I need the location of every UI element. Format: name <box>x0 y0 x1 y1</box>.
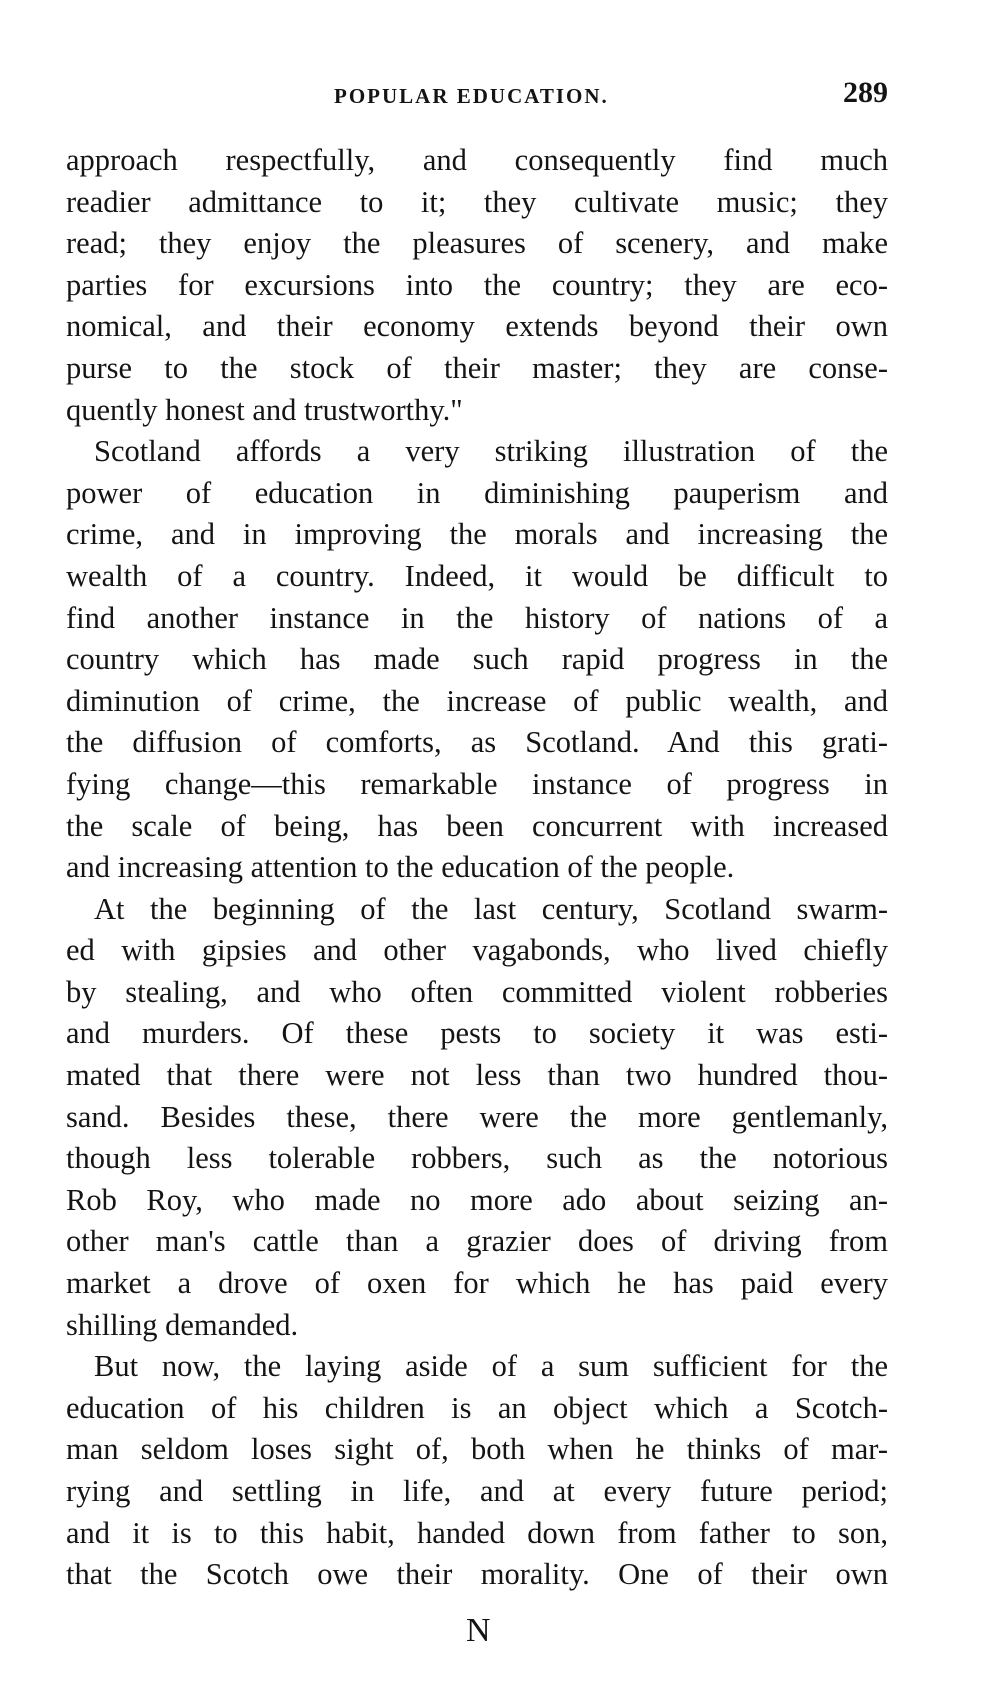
text-line: wealth of a country. Indeed, it would be difficult to <box>66 558 888 593</box>
text-line: other man's cattle than a grazier does of driving from <box>66 1224 888 1259</box>
text-line: At the beginning of the last century, Scotland swarm- <box>94 891 888 926</box>
text-line: market a drove of oxen for which he has paid every <box>66 1266 888 1301</box>
text-line: power of education in diminishing pauperism and <box>66 475 888 510</box>
paragraph <box>66 140 888 431</box>
text-line: purse to the stock of their master; they are conse- <box>66 350 888 385</box>
text-line: that the Scotch owe their morality. One of their own <box>66 1557 888 1592</box>
text-line: rying and settling in life, and at every future period; <box>66 1474 888 1508</box>
text-line: find another instance in the history of nations of a <box>66 600 888 635</box>
paragraph <box>66 1346 888 1596</box>
text-line: diminution of crime, the increase of public wealth, and <box>66 683 888 718</box>
text-line: education of his children is an object which a Scotch- <box>66 1390 888 1425</box>
text-line: Rob Roy, who made no more ado about seizing an- <box>66 1182 888 1217</box>
text-line: fying change—this remarkable instance of progress in <box>66 766 888 801</box>
signature-mark: N <box>466 1612 491 1649</box>
text-line: quently honest and trustworthy." <box>66 392 463 427</box>
text-line: But now, the laying aside of a sum sufficient for the <box>94 1349 888 1384</box>
paragraph <box>66 889 888 1347</box>
text-line: and murders. Of these pests to society it was esti- <box>66 1016 888 1051</box>
body-text <box>66 140 888 1596</box>
text-line: readier admittance to it; they cultivate music; they <box>66 184 888 219</box>
text-line: man seldom loses sight of, both when he thinks of mar- <box>66 1432 888 1467</box>
text-line: Scotland affords a very striking illustration of the <box>94 434 888 469</box>
text-line: shilling demanded. <box>66 1307 299 1342</box>
text-line: sand. Besides these, there were the more gentlemanly, <box>66 1099 888 1134</box>
text-line: mated that there were not less than two hundred thou- <box>66 1058 888 1093</box>
paragraph <box>66 431 888 889</box>
text-line: the scale of being, has been concurrent with increased <box>66 808 888 843</box>
text-line: crime, and in improving the morals and increasing the <box>66 517 888 552</box>
page-number: 289 <box>843 76 888 109</box>
text-line: by stealing, and who often committed violent robberies <box>66 974 888 1009</box>
text-line: nomical, and their economy extends beyond their own <box>66 309 888 344</box>
running-title: POPULAR EDUCATION. <box>334 84 609 108</box>
text-line: ed with gipsies and other vagabonds, who lived chiefly <box>66 933 888 968</box>
text-line: country which has made such rapid progress in the <box>66 642 888 677</box>
text-line: and it is to this habit, handed down from father to son, <box>66 1515 888 1550</box>
text-line: read; they enjoy the pleasures of scenery, and make <box>66 226 888 261</box>
text-line: approach respectfully, and consequently find much <box>66 143 888 177</box>
text-line: parties for excursions into the country; they are eco- <box>66 267 888 302</box>
text-line: and increasing attention to the education of the people. <box>66 850 735 885</box>
text-line: the diffusion of comforts, as Scotland. And this grati- <box>66 725 888 760</box>
text-line: though less tolerable robbers, such as the notorious <box>66 1141 888 1176</box>
